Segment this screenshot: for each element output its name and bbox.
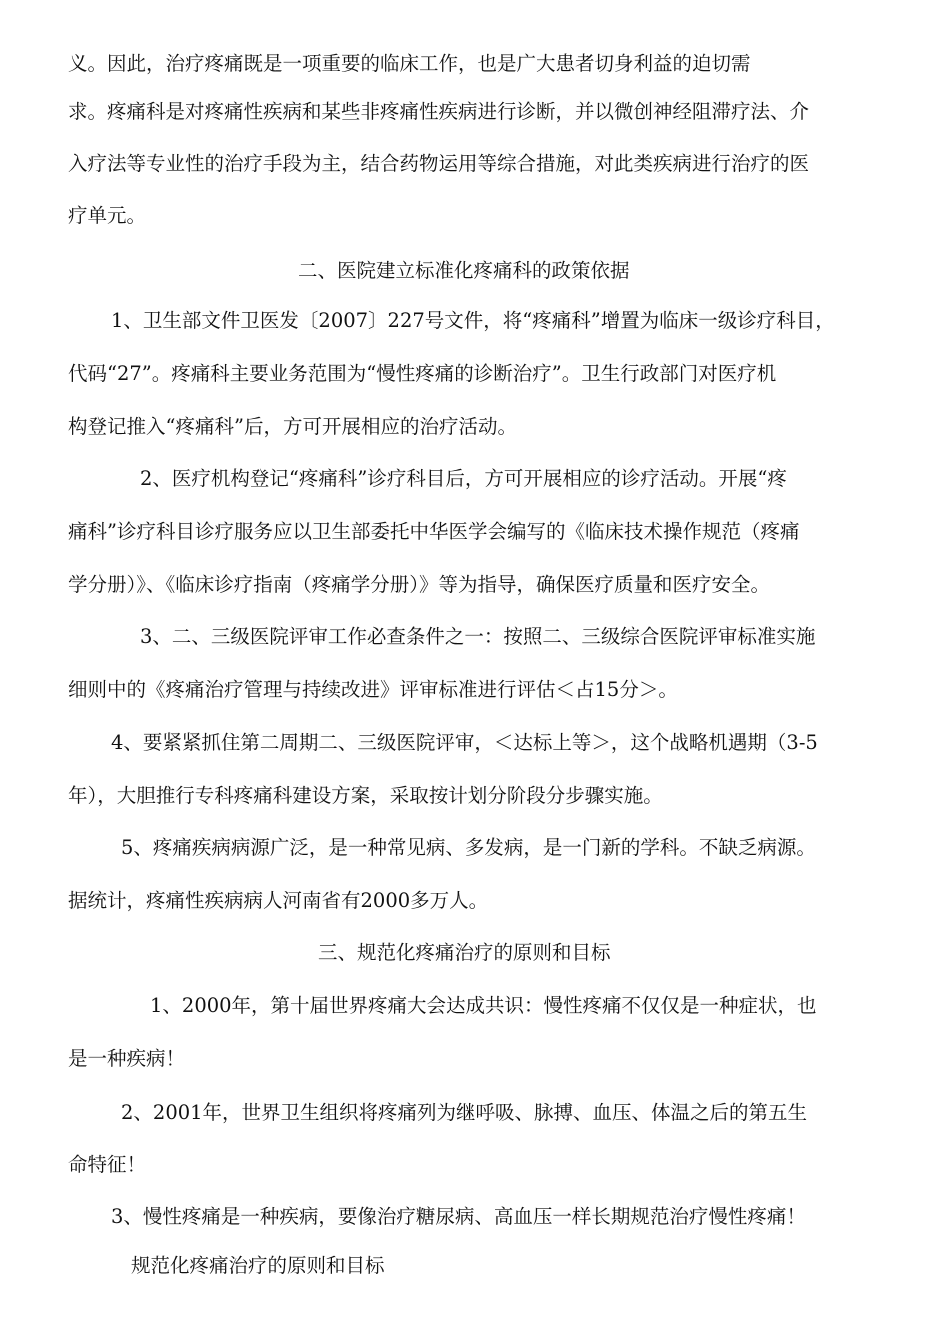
body-line: 求。疼痛科是对疼痛性疾病和某些非疼痛性疾病进行诊断，并以微创神经阻滞疗法、介 xyxy=(68,100,810,123)
body-line: 构登记推入“疼痛科”后，方可开展相应的治疗活动。 xyxy=(68,415,517,438)
section-heading: 三、规范化疼痛治疗的原则和目标 xyxy=(318,941,611,964)
body-line: 代码“27”。疼痛科主要业务范围为“慢性疼痛的诊断治疗”。卫生行政部门对医疗机 xyxy=(68,362,777,385)
body-line: 痛科”诊疗科目诊疗服务应以卫生部委托中华医学会编写的《临床技术操作规范（疼痛 xyxy=(68,520,800,543)
body-line: 义。因此，治疗疼痛既是一项重要的临床工作，也是广大患者切身利益的迫切需 xyxy=(68,52,751,75)
body-line: 命特征！ xyxy=(68,1153,147,1176)
body-line: 3、慢性疼痛是一种疾病，要像治疗糖尿病、高血压一样长期规范治疗慢性疼痛！ xyxy=(111,1205,806,1228)
body-line: 是一种疾病！ xyxy=(68,1047,186,1070)
body-line: 3、二、三级医院评审工作必查条件之一：按照二、三级综合医院评审标准实施 xyxy=(140,625,816,648)
section-heading: 二、医院建立标准化疼痛科的政策依据 xyxy=(298,259,630,282)
body-line: 1、2000年，第十届世界疼痛大会达成共识：慢性疼痛不仅仅是一种症状，也 xyxy=(150,994,817,1017)
body-line: 年），大胆推行专科疼痛科建设方案，采取按计划分阶段分步骤实施。 xyxy=(68,784,663,807)
body-line: 据统计，疼痛性疾病病人河南省有2000多万人。 xyxy=(68,889,489,912)
body-line: 4、要紧紧抓住第二周期二、三级医院评审，＜达标上等＞，这个战略机遇期（3-5 xyxy=(111,731,818,754)
body-line: 规范化疼痛治疗的原则和目标 xyxy=(131,1254,385,1277)
body-line: 2、2001年，世界卫生组织将疼痛列为继呼吸、脉搏、血压、体温之后的第五生 xyxy=(121,1101,808,1124)
body-line: 5、疼痛疾病病源广泛，是一种常见病、多发病，是一门新的学科。不缺乏病源。 xyxy=(121,836,816,859)
body-line: 入疗法等专业性的治疗手段为主，结合药物运用等综合措施，对此类疾病进行治疗的医 xyxy=(68,152,810,175)
body-line: 2、医疗机构登记“疼痛科”诊疗科目后，方可开展相应的诊疗活动。开展“疼 xyxy=(140,467,787,490)
body-line: 1、卫生部文件卫医发〔2007〕227号文件，将“疼痛科”增置为临床一级诊疗科目， xyxy=(111,309,835,332)
body-line: 疗单元。 xyxy=(68,204,147,227)
body-line: 细则中的《疼痛治疗管理与持续改进》评审标准进行评估＜占15分＞。 xyxy=(68,678,678,701)
body-line: 学分册）》、《临床诊疗指南（疼痛学分册）》等为指导，确保医疗质量和医疗安全。 xyxy=(68,573,771,596)
